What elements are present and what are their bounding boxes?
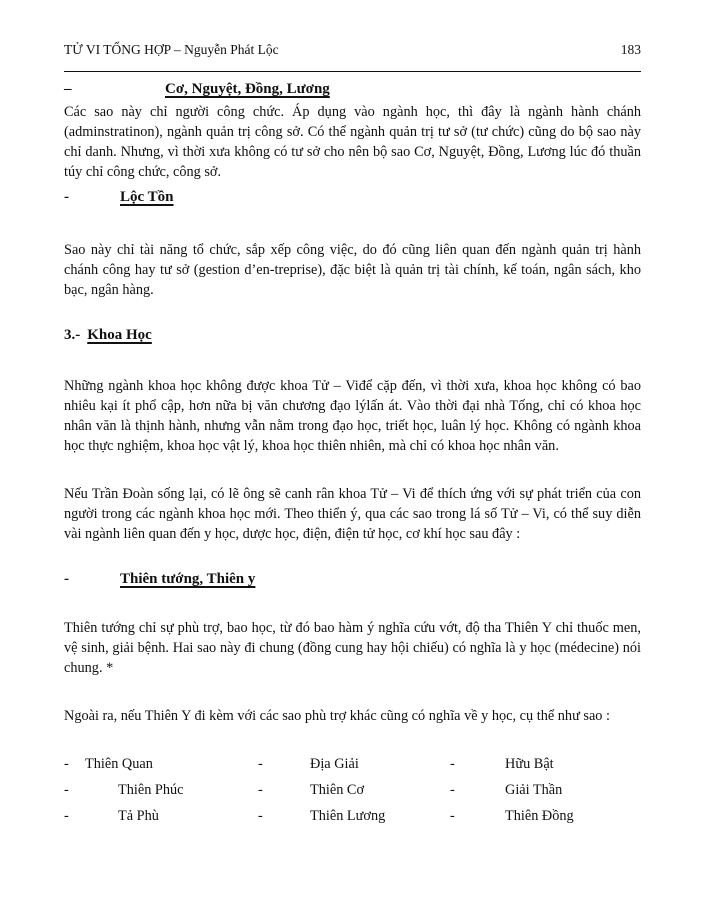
star-name-list <box>64 756 641 824</box>
list-dash: - <box>64 782 69 798</box>
list-dash: - <box>450 808 455 824</box>
star-name: Thiên Cơ <box>310 782 365 798</box>
star-name: Giải Thần <box>505 782 563 798</box>
star-list-row <box>64 756 641 772</box>
star-name: Tả Phù <box>118 808 159 824</box>
page-header <box>64 42 641 58</box>
paragraph-ngoai-ra: Ngoài ra, nếu Thiên Y đi kèm với các sao phù trợ khác cũng có nghĩa về y học, cụ thể như sao : <box>64 708 611 724</box>
list-dash: - <box>258 808 263 824</box>
list-dash: - <box>450 756 455 772</box>
header-rule <box>64 71 641 72</box>
heading-label-co-nguyet-dong-luong: Cơ, Nguyệt, Đồng, Lương <box>165 81 330 97</box>
heading-dash: - <box>64 571 69 587</box>
list-dash: - <box>64 808 69 824</box>
star-name: Thiên Đồng <box>505 808 574 824</box>
star-name: Thiên Phúc <box>118 782 184 798</box>
list-dash: - <box>450 782 455 798</box>
section-heading-thien-tuong-thien-y <box>64 570 641 588</box>
paragraph-thien-tuong-thien-y: Thiên tướng chỉ sự phù trợ, bao học, từ đó bao hàm ý nghĩa cứu vớt, độ tha Thiên Y chỉ thuốc men, vệ sinh, giải bệnh. Hai sao này đi chung (đồng cung hay hội chiếu) có nghĩa là y học (médecine) nói chung. * <box>64 620 641 676</box>
star-name: Hữu Bật <box>505 756 554 772</box>
star-name: Thiên Lương <box>310 808 386 824</box>
paragraph-khoa-hoc-2: Nếu Trần Đoàn sống lại, có lẽ ông sẽ canh rân khoa Tử – Vi để thích ứng với sự phát triển của con người trong các ngành khoa học mới. Theo thiển ý, qua các sao trong lá số Tử – Vi, có thể suy diễn vài ngành liên quan đến y học, dược học, điện, điện tử học, cơ khí học sau đây : <box>64 486 641 542</box>
star-list-row <box>64 808 641 824</box>
star-name: Thiên Quan <box>85 756 153 772</box>
heading-label-loc-ton: Lộc Tồn <box>120 189 174 205</box>
section-heading-khoa-hoc <box>64 326 641 344</box>
header-title: TỬ VI TỔNG HỢP – Nguyễn Phát Lộc <box>64 42 279 57</box>
star-list-row <box>64 782 641 798</box>
heading-label-thien-tuong-thien-y: Thiên tướng, Thiên y <box>120 571 256 587</box>
paragraph-khoa-hoc-1: Những ngành khoa học không được khoa Tử – Viđể cặp đến, vì thời xưa, khoa học không có bao nhiêu kại ít phổ cập, hơn nữa bị văn chương đạo lýlấn át. Vào thời đại nhà Tống, chỉ có khoa học nhân văn là thịnh hành, nhưng vẫn nằm trong đạo học, triết học, luân lý học. Không có ngành khoa học thực nghiệm, khoa học vật lý, khoa học thiên nhiên, mà chỉ có khoa học nhân văn. <box>64 378 641 454</box>
list-dash: - <box>258 782 263 798</box>
list-dash: - <box>258 756 263 772</box>
paragraph-loc-ton: Sao này chỉ tài năng tổ chức, sắp xếp công việc, do đó cũng liên quan đến ngành quản trị hành chánh công hay tư sở (gestion d’en-treprise), đặc biệt là quản trị tài chính, kế toán, ngân sách, kho bạc, ngân hàng. <box>64 242 641 298</box>
heading-number-prefix: 3.- <box>64 327 81 343</box>
heading-dash: - <box>64 189 69 205</box>
paragraph-co-nguyet-dong-luong: Các sao này chỉ người công chức. Áp dụng vào ngành học, thì đây là ngành hành chánh (adminstratinon), ngành quản trị công sở. Có thể ngành quản trị tư sở (tư chức) cũng do bộ sao này chỉ danh. Nhưng, vì thời xưa không có tư sở cho nên bộ sao Cơ, Nguyệt, Đồng, Lương lúc đó thuần túy chỉ công chức, công sở. <box>64 104 641 180</box>
heading-dash: – <box>64 81 72 97</box>
page-number: 183 <box>620 42 641 57</box>
heading-label-khoa-hoc: Khoa Học <box>87 327 152 343</box>
section-heading-co-nguyet-dong-luong <box>64 80 641 98</box>
section-heading-loc-ton <box>64 188 641 206</box>
list-dash: - <box>64 756 69 772</box>
star-name: Địa Giải <box>310 756 359 772</box>
